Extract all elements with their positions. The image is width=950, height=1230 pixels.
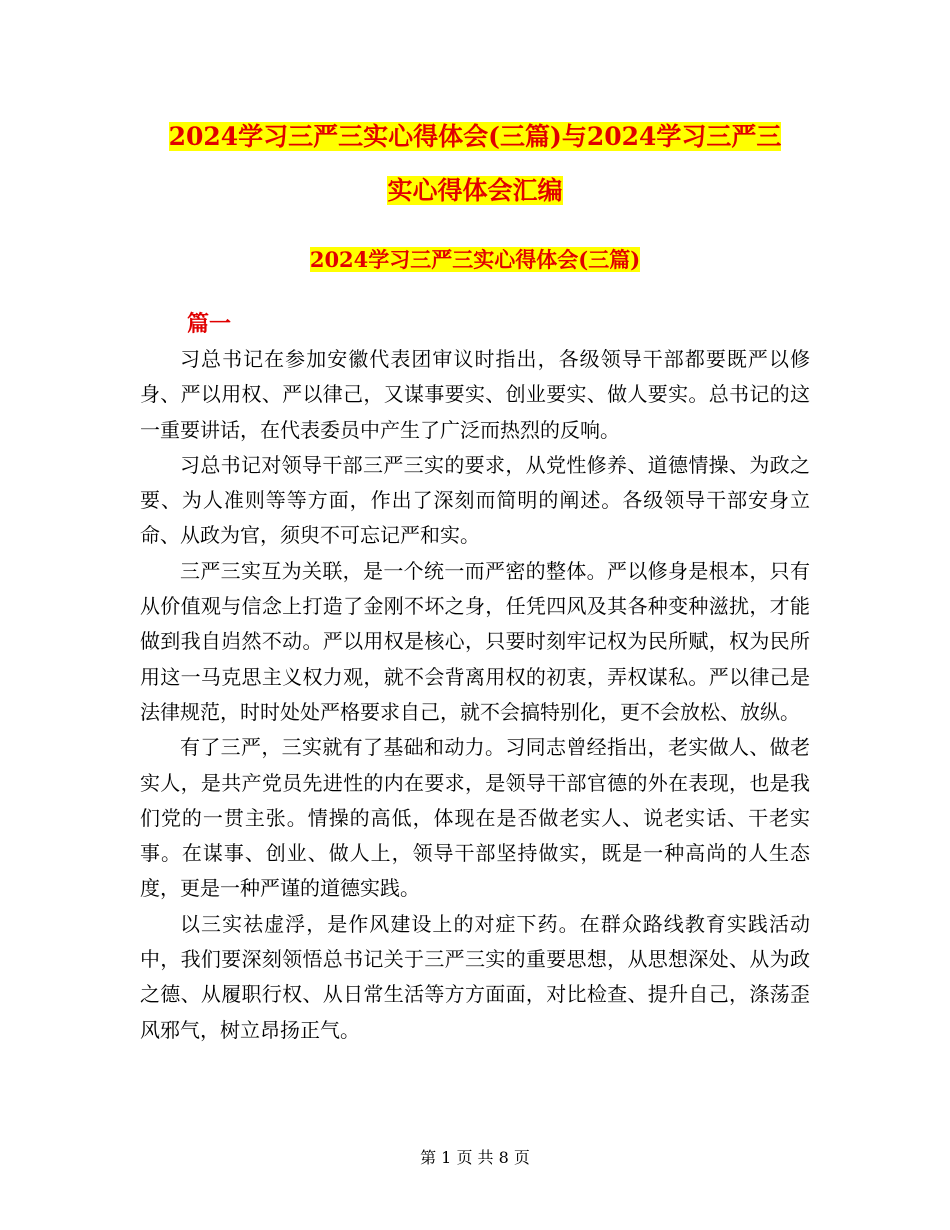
title-line-1: 2024学习三严三实心得体会(三篇)与2024学习三严三 bbox=[168, 122, 782, 151]
subtitle-text: 2024学习三严三实心得体会(三篇) bbox=[309, 247, 641, 272]
body-text bbox=[140, 342, 810, 1048]
section-label: 篇一 bbox=[187, 311, 232, 337]
document-title bbox=[140, 110, 810, 218]
paragraph: 以三实祛虚浮，是作风建设上的对症下药。在群众路线教育实践活动中，我们要深刻领悟总书记关于三严三实的重要思想，从思想深处、从为政之德、从履职行权、从日常生活等方方面面，对比检查、提升自己，涤荡歪风邪气，树立昂扬正气。 bbox=[140, 911, 810, 1042]
paragraph: 三严三实互为关联，是一个统一而严密的整体。严以修身是根本，只有从价值观与信念上打造了金刚不坏之身，任凭四风及其各种变种滋扰，才能做到我自岿然不动。严以用权是核心，只要时刻牢记权为民所赋，权为民所用这一马克思主义权力观，就不会背离用权的初衷，弄权谋私。严以律己是法律规范，时时处处严格要求自己，就不会搞特别化，更不会放松、放纵。 bbox=[140, 558, 810, 724]
page-footer: 第 1 页 共 8 页 bbox=[420, 1148, 530, 1167]
paragraph: 有了三严，三实就有了基础和动力。习同志曾经指出，老实做人、做老实人，是共产党员先进性的内在要求，是领导干部官德的外在表现，也是我们党的一贯主张。情操的高低，体现在是否做老实人、说老实话、干老实事。在谋事、创业、做人上，领导干部坚持做实，既是一种高尚的人生态度，更是一种严谨的道德实践。 bbox=[140, 735, 810, 901]
title-line-2: 实心得体会汇编 bbox=[387, 176, 563, 205]
paragraph: 习总书记在参加安徽代表团审议时指出，各级领导干部都要既严以修身、严以用权、严以律己，又谋事要实、创业要实、做人要实。总书记的这一重要讲话，在代表委员中产生了广泛而热烈的反响。 bbox=[140, 347, 810, 442]
paragraph: 习总书记对领导干部三严三实的要求，从党性修养、道德情操、为政之要、为人准则等等方面，作出了深刻而简明的阐述。各级领导干部安身立命、从政为官，须臾不可忘记严和实。 bbox=[140, 452, 810, 548]
section-subtitle bbox=[140, 242, 810, 278]
